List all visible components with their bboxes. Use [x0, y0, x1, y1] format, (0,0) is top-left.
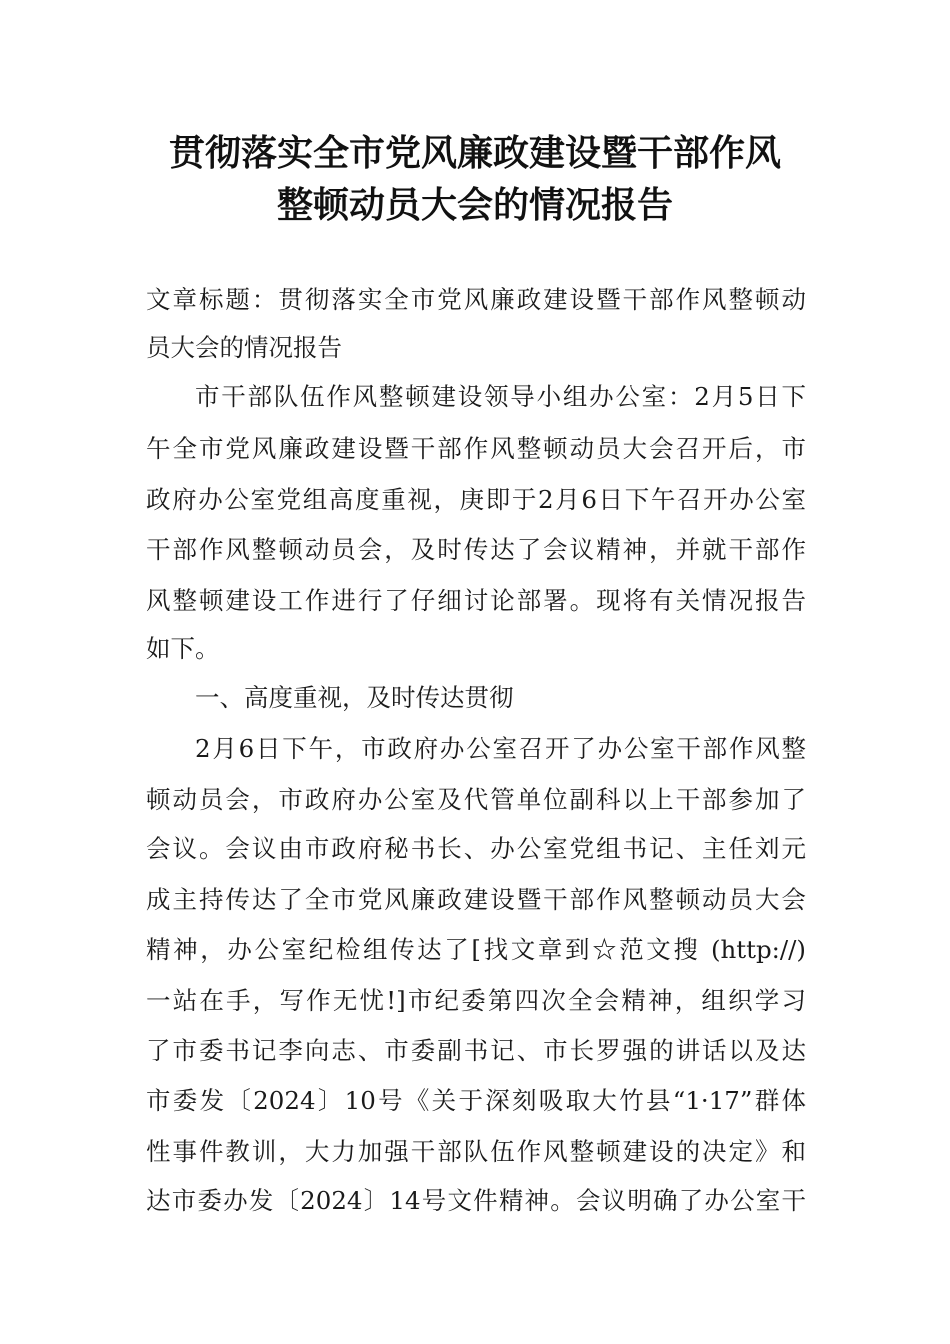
text-line: 会议。会议由市政府秘书长、办公室党组书记、主任刘元: [146, 834, 806, 863]
text-line: 如下。: [146, 634, 220, 663]
text-line: 文章标题：贯彻落实全市党风廉政建设暨干部作风整顿动: [146, 285, 806, 314]
text-line: 午全市党风廉政建设暨干部作风整顿动员大会召开后，市: [146, 434, 806, 463]
title-line: 整顿动员大会的情况报告: [276, 185, 673, 226]
text-line: 精神，办公室纪检组传达了[找文章到☆范文搜 (http://): [146, 935, 806, 964]
text-line: 员大会的情况报告: [146, 333, 342, 362]
section-heading: 一、高度重视，及时传达贯彻: [195, 683, 514, 712]
text-line: 市委发〔2024〕10号《关于深刻吸取大竹县“1·17”群体: [146, 1086, 807, 1115]
text-line: 了市委书记李向志、市委副书记、市长罗强的讲话以及达: [146, 1036, 806, 1065]
text-line: 顿动员会，市政府办公室及代管单位副科以上干部参加了: [146, 785, 806, 814]
title-line: 贯彻落实全市党风廉政建设暨干部作风: [168, 133, 781, 174]
text-line: 2月6日下午，市政府办公室召开了办公室干部作风整: [195, 734, 806, 763]
text-line: 性事件教训，大力加强干部队伍作风整顿建设的决定》和: [146, 1137, 806, 1166]
text-line: 一站在手，写作无忧!]市纪委第四次全会精神，组织学习: [146, 986, 806, 1015]
text-line: 风整顿建设工作进行了仔细讨论部署。现将有关情况报告: [146, 586, 806, 615]
text-line: 政府办公室党组高度重视，庚即于2月6日下午召开办公室: [146, 485, 806, 514]
text-line: 达市委办发〔2024〕14号文件精神。会议明确了办公室干: [146, 1186, 806, 1215]
text-line: 市干部队伍作风整顿建设领导小组办公室：2月5日下: [195, 382, 806, 411]
text-line: 干部作风整顿动员会，及时传达了会议精神，并就干部作: [146, 535, 806, 564]
text-line: 成主持传达了全市党风廉政建设暨干部作风整顿动员大会: [146, 885, 806, 914]
